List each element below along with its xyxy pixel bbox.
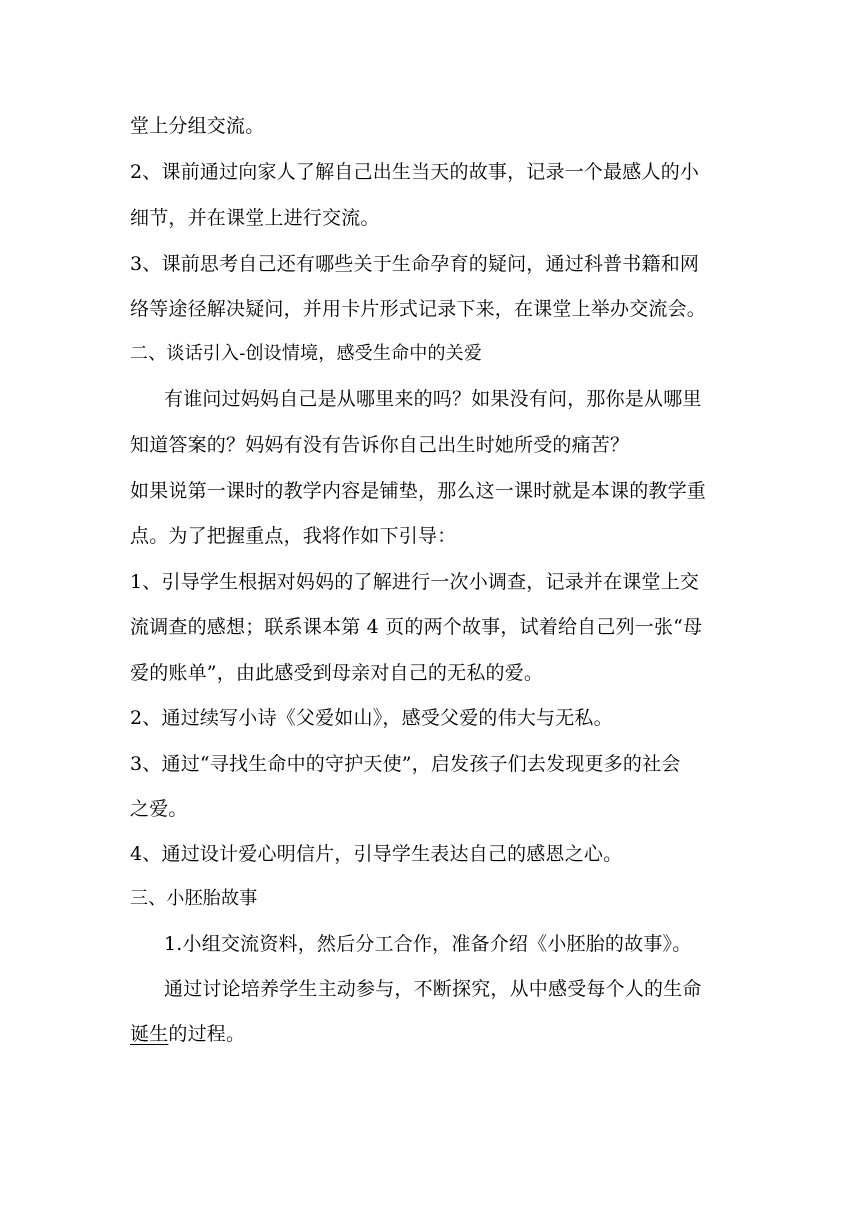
paragraph-line: 点。为了把握重点，我将作如下引导： [130,525,457,547]
paragraph-line [130,1022,245,1046]
underlined-word: 诞生 [130,1023,169,1045]
paragraph-line: 1、引导学生根据对妈妈的了解进行一次小调查，记录并在课堂上交 [130,571,700,593]
paragraph-line: 3、通过“寻找生命中的守护天使”，启发孩子们去发现更多的社会 [130,753,681,775]
paragraph-line: 3、课前思考自己还有哪些关于生命孕育的疑问，通过科普书籍和网 [130,253,700,275]
paragraph-line: 2、课前通过向家人了解自己出生当天的故事，记录一个最感人的小 [130,161,700,183]
line-text: 的过程。 [168,1023,246,1045]
paragraph-line: 知道答案的？妈妈有没有告诉你自己出生时她所受的痛苦？ [130,434,630,456]
paragraph-line: 有谁问过妈妈自己是从哪里来的吗？如果没有问，那你是从哪里 [164,388,702,410]
paragraph-line: 爱的账单”，由此感受到母亲对自己的无私的爱。 [130,662,544,684]
paragraph-line: 4、通过设计爱心明信片，引导学生表达自己的感恩之心。 [130,843,623,865]
paragraph-line: 如果说第一课时的教学内容是铺垫，那么这一课时就是本课的教学重 [130,480,707,502]
paragraph-line: 堂上分组交流。 [130,115,265,137]
paragraph-line: 1.小组交流资料，然后分工合作，准备介绍《小胚胎的故事》。 [164,933,692,955]
paragraph-line: 络等途径解决疑问，并用卡片形式记录下来，在课堂上举办交流会。 [130,298,707,320]
paragraph-line: 细节，并在课堂上进行交流。 [130,207,380,229]
paragraph-line: 之爱。 [130,798,188,820]
section-heading: 二、谈话引入-创设情境，感受生命中的关爱 [130,343,483,364]
paragraph-line: 通过讨论培养学生主动参与，不断探究，从中感受每个人的生命 [164,978,702,1000]
paragraph-line: 2、通过续写小诗《父爱如山》，感受父爱的伟大与无私。 [130,707,613,729]
section-heading: 三、小胚胎故事 [130,888,258,909]
paragraph-line: 流调查的感想；联系课本第 4 页的两个故事，试着给自己列一张“母 [130,616,703,638]
